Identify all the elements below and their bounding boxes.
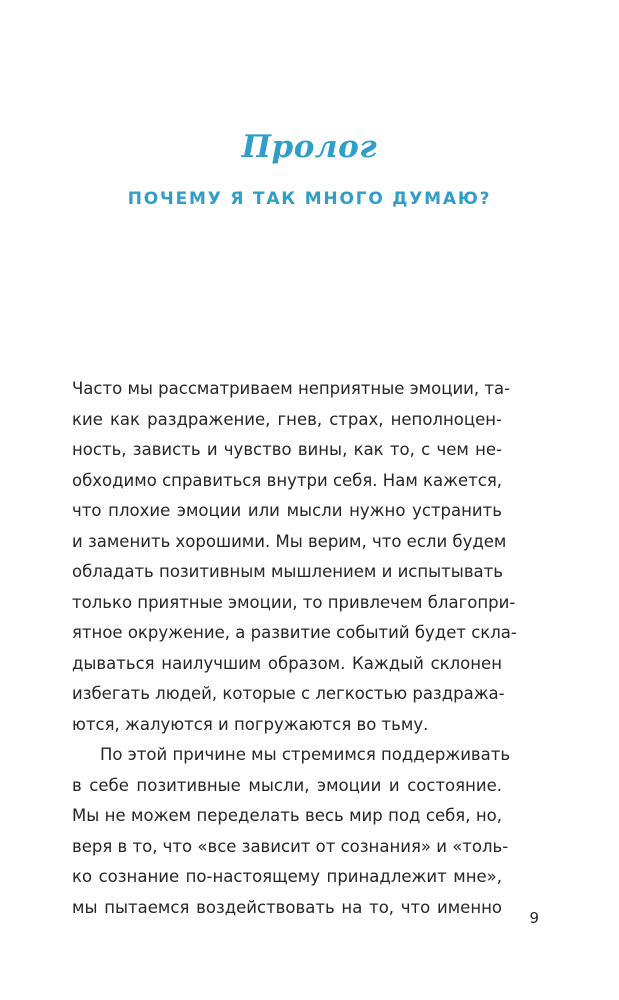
- paragraph-1: [72, 374, 517, 740]
- text-line: ность, зависть и чувство вины, как то, с чем не-: [72, 440, 502, 459]
- text-line: кие как раздражение, гнев, страх, неполноцен-: [72, 409, 502, 429]
- text-line: что плохие эмоции или мысли нужно устранить: [72, 501, 502, 520]
- chapter-title: Пролог: [241, 128, 378, 165]
- page-number: 9: [529, 909, 539, 927]
- body-text: [72, 374, 517, 923]
- text-line: По этой причине мы стремимся поддерживать: [100, 745, 511, 764]
- text-line: ко сознание по-настоящему принадлежит мне»,: [72, 867, 502, 886]
- paragraph-2: [72, 740, 511, 923]
- text-line: избегать людей, которые с легкостью раздража-: [72, 684, 505, 703]
- text-line: ятное окружение, а развитие событий будет скла-: [72, 623, 517, 642]
- text-line: обладать позитивным мышлением и испытывать: [72, 562, 503, 581]
- text-line: и заменить хорошими. Мы верим, что если будем: [72, 531, 507, 551]
- text-line: мы пытаемся воздействовать на то, что именно: [72, 897, 502, 917]
- text-line: Часто мы рассматриваем неприятные эмоции, та-: [72, 379, 511, 398]
- text-line: ются, жалуются и погружаются во тьму.: [72, 714, 429, 734]
- text-line: дываться наилучшим образом. Каждый склонен: [72, 653, 502, 673]
- text-line: обходимо справиться внутри себя. Нам кажется,: [72, 470, 502, 490]
- chapter-subtitle: ПОЧЕМУ Я ТАК МНОГО ДУМАЮ?: [127, 189, 492, 210]
- text-line: веря в то, что «все зависит от сознания» и «толь-: [72, 836, 509, 856]
- text-line: в себе позитивные мысли, эмоции и состояние.: [72, 775, 502, 795]
- text-line: Мы не можем переделать весь мир под себя, но,: [72, 806, 502, 825]
- text-line: только приятные эмоции, то привлечем благопри-: [72, 592, 516, 612]
